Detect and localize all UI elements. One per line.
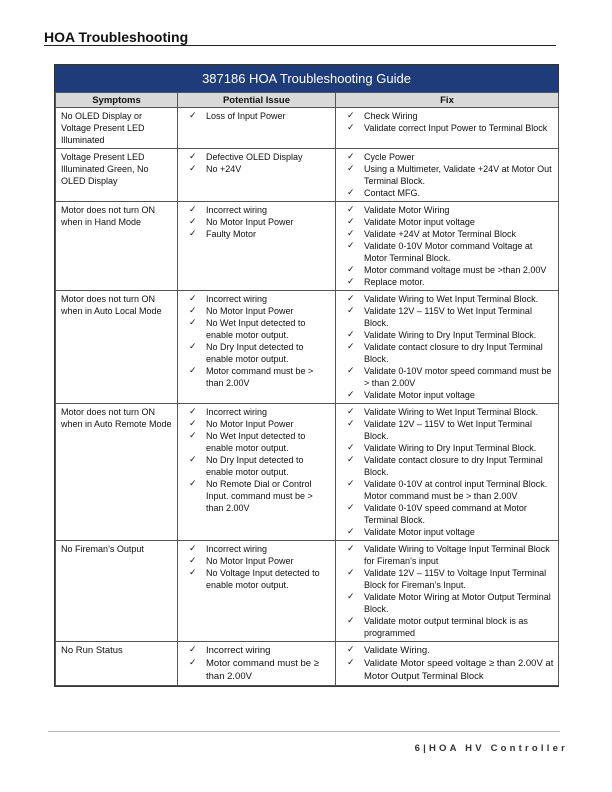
check-mark-icon: ✓ xyxy=(189,479,197,489)
issue-item-text: No Wet Input detected to enable motor output. xyxy=(206,318,306,340)
check-mark-icon: ✓ xyxy=(347,205,355,215)
issue-cell-list xyxy=(183,151,331,175)
check-mark-icon: ✓ xyxy=(347,503,355,513)
fix-item-text: Validate Wiring to Wet Input Terminal Block. xyxy=(364,407,539,417)
fix-item-text: Using a Multimeter, Validate +24V at Motor Out Terminal Block. xyxy=(364,164,552,186)
check-mark-icon: ✓ xyxy=(347,123,355,133)
troubleshooting-guide xyxy=(54,64,559,687)
footer-separator: | xyxy=(423,743,429,754)
fix-item-text: Validate contact closure to dry Input Terminal Block. xyxy=(364,455,543,477)
issue-cell xyxy=(178,149,336,202)
check-mark-icon: ✓ xyxy=(347,658,355,668)
fix-item-text: Validate Motor Wiring xyxy=(364,205,450,215)
fix-cell-list xyxy=(341,406,554,538)
check-mark-icon: ✓ xyxy=(189,645,197,655)
issue-item-text: No Voltage Input detected to enable motor output. xyxy=(206,568,320,590)
issue-item xyxy=(183,657,331,683)
fix-item xyxy=(341,151,554,163)
issue-item xyxy=(183,478,331,514)
fix-item-text: Validate Motor input voltage xyxy=(364,390,475,400)
issue-cell xyxy=(178,108,336,149)
issue-item xyxy=(183,341,331,365)
check-mark-icon: ✓ xyxy=(189,342,197,352)
issue-item-text: No Dry Input detected to enable motor output. xyxy=(206,342,304,364)
page-footer xyxy=(415,743,568,754)
fix-item-text: Validate 12V – 115V to Wet Input Terminal Block. xyxy=(364,419,532,441)
fix-item xyxy=(341,216,554,228)
issue-item-text: No Motor Input Power xyxy=(206,217,294,227)
table-row xyxy=(56,202,559,291)
fix-item-text: Validate correct Input Power to Terminal Block xyxy=(364,123,548,133)
fix-item-text: Validate 0-10V at control input Terminal Block. Motor command must be > than 2.00V xyxy=(364,479,548,501)
issue-item-text: Incorrect wiring xyxy=(206,205,268,215)
check-mark-icon: ✓ xyxy=(347,390,355,400)
check-mark-icon: ✓ xyxy=(347,229,355,239)
symptom-cell: Motor does not turn ON when in Auto Remote Mode xyxy=(56,404,178,541)
symptom-cell: Voltage Present LED Illuminated Green, No OLED Display xyxy=(56,149,178,202)
issue-cell xyxy=(178,202,336,291)
symptom-cell: No Fireman’s Output xyxy=(56,541,178,642)
footer-title: HOA HV Controller xyxy=(428,743,568,754)
fix-item-text: Validate 12V – 115V to Voltage Input Terminal Block for Fireman’s Input. xyxy=(364,568,547,590)
issue-item xyxy=(183,216,331,228)
check-mark-icon: ✓ xyxy=(347,294,355,304)
issue-item xyxy=(183,430,331,454)
table-row xyxy=(56,642,559,686)
check-mark-icon: ✓ xyxy=(189,229,197,239)
check-mark-icon: ✓ xyxy=(189,217,197,227)
issue-item xyxy=(183,293,331,305)
issue-item xyxy=(183,406,331,418)
issue-item xyxy=(183,644,331,657)
issue-cell-list xyxy=(183,293,331,389)
issue-item xyxy=(183,110,331,122)
guide-title: 387186 HOA Troubleshooting Guide xyxy=(55,65,558,92)
issue-cell xyxy=(178,404,336,541)
check-mark-icon: ✓ xyxy=(347,479,355,489)
fix-item-text: Validate Motor input voltage xyxy=(364,527,475,537)
fix-cell-list xyxy=(341,204,554,288)
page-number: 6 xyxy=(414,743,424,754)
fix-item xyxy=(341,122,554,134)
fix-item xyxy=(341,615,554,639)
fix-item-text: Validate +24V at Motor Terminal Block xyxy=(364,229,516,239)
fix-item xyxy=(341,329,554,341)
troubleshooting-table xyxy=(55,92,559,686)
fix-item xyxy=(341,591,554,615)
table-row xyxy=(56,149,559,202)
issue-item xyxy=(183,163,331,175)
fix-item-text: Validate Motor speed voltage ≥ than 2.00V at Motor Output Terminal Block xyxy=(364,658,554,682)
check-mark-icon: ✓ xyxy=(189,152,197,162)
issue-item-text: No Wet Input detected to enable motor output. xyxy=(206,431,306,453)
fix-cell-list xyxy=(341,110,554,134)
fix-item xyxy=(341,341,554,365)
check-mark-icon: ✓ xyxy=(347,152,355,162)
fix-item-text: Contact MFG. xyxy=(364,188,421,198)
fix-cell xyxy=(336,202,559,291)
symptom-cell: No Run Status xyxy=(56,642,178,686)
issue-item xyxy=(183,151,331,163)
issue-item-text: Incorrect wiring xyxy=(206,407,268,417)
check-mark-icon: ✓ xyxy=(347,188,355,198)
issue-cell-list xyxy=(183,543,331,591)
check-mark-icon: ✓ xyxy=(189,568,197,578)
issue-item-text: No Motor Input Power xyxy=(206,306,294,316)
fix-item xyxy=(341,305,554,329)
issue-item xyxy=(183,418,331,430)
fix-item-text: Validate 0-10V speed command at Motor Terminal Block. xyxy=(364,503,527,525)
fix-item-text: Validate Wiring to Dry Input Terminal Block. xyxy=(364,330,537,340)
heading-rule xyxy=(44,45,556,46)
symptom-cell: Motor does not turn ON when in Auto Local Mode xyxy=(56,291,178,404)
check-mark-icon: ✓ xyxy=(189,431,197,441)
fix-item xyxy=(341,365,554,389)
check-mark-icon: ✓ xyxy=(189,205,197,215)
check-mark-icon: ✓ xyxy=(189,318,197,328)
issue-item-text: No +24V xyxy=(206,164,242,174)
issue-item xyxy=(183,204,331,216)
check-mark-icon: ✓ xyxy=(347,277,355,287)
check-mark-icon: ✓ xyxy=(347,217,355,227)
fix-item xyxy=(341,293,554,305)
fix-item-text: Validate Motor Wiring at Motor Output Terminal Block. xyxy=(364,592,551,614)
check-mark-icon: ✓ xyxy=(347,568,355,578)
fix-item-text: Validate 0-10V Motor command Voltage at Motor Terminal Block. xyxy=(364,241,533,263)
fix-item xyxy=(341,264,554,276)
fix-item xyxy=(341,442,554,454)
table-row xyxy=(56,404,559,541)
check-mark-icon: ✓ xyxy=(189,306,197,316)
fix-item xyxy=(341,567,554,591)
fix-cell-list xyxy=(341,644,554,683)
check-mark-icon: ✓ xyxy=(189,556,197,566)
check-mark-icon: ✓ xyxy=(347,407,355,417)
issue-item-text: Motor command must be > than 2.00V xyxy=(206,366,314,388)
issue-item-text: Motor command must be ≥ than 2.00V xyxy=(206,658,319,682)
fix-item xyxy=(341,240,554,264)
check-mark-icon: ✓ xyxy=(347,265,355,275)
table-row xyxy=(56,541,559,642)
fix-item-text: Validate contact closure to dry Input Terminal Block. xyxy=(364,342,543,364)
issue-item-text: Faulty Motor xyxy=(206,229,257,239)
fix-cell xyxy=(336,642,559,686)
fix-item xyxy=(341,276,554,288)
fix-item xyxy=(341,526,554,538)
symptom-cell: Motor does not turn ON when in Hand Mode xyxy=(56,202,178,291)
issue-cell xyxy=(178,541,336,642)
column-header-symptoms: Symptoms xyxy=(56,93,178,108)
check-mark-icon: ✓ xyxy=(347,592,355,602)
issue-item xyxy=(183,567,331,591)
fix-item-text: Validate Wiring to Voltage Input Terminal Block for Fireman’s input xyxy=(364,544,550,566)
issue-item-text: Loss of Input Power xyxy=(206,111,286,121)
check-mark-icon: ✓ xyxy=(347,455,355,465)
check-mark-icon: ✓ xyxy=(189,658,197,668)
check-mark-icon: ✓ xyxy=(347,342,355,352)
fix-item-text: Replace motor. xyxy=(364,277,425,287)
fix-cell-list xyxy=(341,543,554,639)
check-mark-icon: ✓ xyxy=(189,544,197,554)
check-mark-icon: ✓ xyxy=(189,294,197,304)
fix-item-text: Validate Wiring to Wet Input Terminal Block. xyxy=(364,294,539,304)
fix-item-text: Validate 12V – 115V to Wet Input Terminal Block. xyxy=(364,306,532,328)
fix-cell xyxy=(336,149,559,202)
issue-item xyxy=(183,365,331,389)
check-mark-icon: ✓ xyxy=(189,164,197,174)
fix-item xyxy=(341,418,554,442)
fix-item xyxy=(341,228,554,240)
fix-item xyxy=(341,502,554,526)
check-mark-icon: ✓ xyxy=(347,330,355,340)
fix-item-text: Cycle Power xyxy=(364,152,415,162)
fix-item-text: Validate Wiring to Dry Input Terminal Block. xyxy=(364,443,537,453)
check-mark-icon: ✓ xyxy=(347,616,355,626)
check-mark-icon: ✓ xyxy=(347,241,355,251)
check-mark-icon: ✓ xyxy=(347,527,355,537)
check-mark-icon: ✓ xyxy=(189,111,197,121)
issue-item xyxy=(183,305,331,317)
check-mark-icon: ✓ xyxy=(347,111,355,121)
footer-rule xyxy=(48,731,560,732)
issue-item xyxy=(183,543,331,555)
table-body xyxy=(56,108,559,686)
fix-item-text: Validate motor output terminal block is as programmed xyxy=(364,616,528,638)
fix-item xyxy=(341,204,554,216)
issue-cell-list xyxy=(183,406,331,514)
column-header-fix: Fix xyxy=(336,93,559,108)
check-mark-icon: ✓ xyxy=(189,407,197,417)
issue-cell xyxy=(178,291,336,404)
fix-item xyxy=(341,543,554,567)
issue-cell xyxy=(178,642,336,686)
fix-item xyxy=(341,478,554,502)
check-mark-icon: ✓ xyxy=(189,366,197,376)
check-mark-icon: ✓ xyxy=(347,544,355,554)
fix-cell xyxy=(336,291,559,404)
check-mark-icon: ✓ xyxy=(347,645,355,655)
issue-item xyxy=(183,555,331,567)
fix-item-text: Check Wiring xyxy=(364,111,418,121)
issue-item-text: Incorrect wiring xyxy=(206,645,271,656)
fix-cell xyxy=(336,108,559,149)
check-mark-icon: ✓ xyxy=(347,443,355,453)
table-header-row xyxy=(56,93,559,108)
check-mark-icon: ✓ xyxy=(347,306,355,316)
issue-item xyxy=(183,317,331,341)
issue-item-text: Incorrect wiring xyxy=(206,544,268,554)
check-mark-icon: ✓ xyxy=(189,455,197,465)
table-row xyxy=(56,291,559,404)
issue-item xyxy=(183,454,331,478)
issue-item-text: Defective OLED Display xyxy=(206,152,303,162)
issue-item xyxy=(183,228,331,240)
table-row xyxy=(56,108,559,149)
issue-item-text: No Remote Dial or Control Input. command must be > than 2.00V xyxy=(206,479,313,513)
issue-item-text: No Motor Input Power xyxy=(206,556,294,566)
issue-cell-list xyxy=(183,644,331,683)
check-mark-icon: ✓ xyxy=(347,164,355,174)
symptom-cell: No OLED Display or Voltage Present LED Illuminated xyxy=(56,108,178,149)
fix-item xyxy=(341,406,554,418)
check-mark-icon: ✓ xyxy=(189,419,197,429)
fix-item-text: Motor command voltage must be >than 2.00V xyxy=(364,265,547,275)
fix-item-text: Validate 0-10V motor speed command must be > than 2.00V xyxy=(364,366,552,388)
fix-item xyxy=(341,110,554,122)
check-mark-icon: ✓ xyxy=(347,419,355,429)
fix-item xyxy=(341,163,554,187)
fix-item xyxy=(341,187,554,199)
issue-cell-list xyxy=(183,110,331,122)
fix-item-text: Validate Motor input voltage xyxy=(364,217,475,227)
fix-cell-list xyxy=(341,293,554,401)
fix-item xyxy=(341,389,554,401)
fix-item xyxy=(341,454,554,478)
issue-item-text: Incorrect wiring xyxy=(206,294,268,304)
fix-cell xyxy=(336,541,559,642)
fix-item xyxy=(341,657,554,683)
fix-item-text: Validate Wiring. xyxy=(364,645,430,656)
check-mark-icon: ✓ xyxy=(347,366,355,376)
page-heading: HOA Troubleshooting xyxy=(44,29,189,45)
issue-cell-list xyxy=(183,204,331,240)
issue-item-text: No Motor Input Power xyxy=(206,419,294,429)
issue-item-text: No Dry Input detected to enable motor output. xyxy=(206,455,304,477)
fix-cell-list xyxy=(341,151,554,199)
fix-item xyxy=(341,644,554,657)
column-header-potential-issue: Potential Issue xyxy=(178,93,336,108)
fix-cell xyxy=(336,404,559,541)
